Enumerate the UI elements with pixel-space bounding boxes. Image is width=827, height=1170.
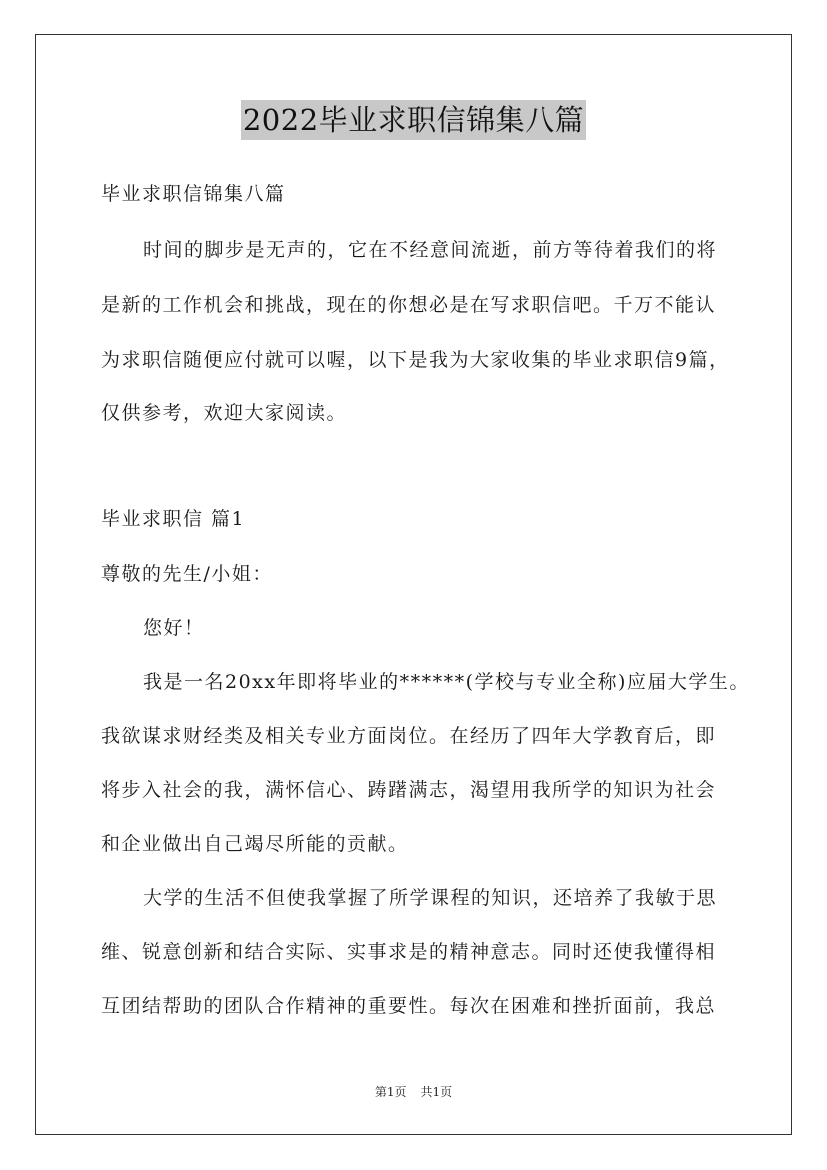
- paragraph-line: 和企业做出自己竭尽所能的贡献。: [101, 833, 409, 855]
- intro-line: 时间的脚步是无声的，它在不经意间流逝，前方等待着我们的将: [143, 239, 718, 261]
- intro-line: 仅供参考，欢迎大家阅读。: [101, 402, 348, 424]
- paragraph-line: 我欲谋求财经类及相关专业方面岗位。在经历了四年大学教育后，即: [101, 725, 717, 747]
- paragraph-line: 互团结帮助的团队合作精神的重要性。每次在困难和挫折面前，我总: [101, 995, 717, 1017]
- page-number: 第1页: [374, 1085, 407, 1099]
- salutation: 尊敬的先生/小姐：: [101, 563, 273, 585]
- document-subtitle: 毕业求职信锦集八篇: [101, 183, 286, 205]
- intro-line: 为求职信随便应付就可以喔，以下是我为大家收集的毕业求职信9篇，: [101, 349, 730, 371]
- page-total: 共1页: [420, 1085, 453, 1099]
- document-title: 2022毕业求职信锦集八篇: [241, 100, 586, 140]
- paragraph-line: 我是一名20xx年即将毕业的******(学校与专业全称)应届大学生。: [143, 671, 750, 693]
- intro-line: 是新的工作机会和挑战，现在的你想必是在写求职信吧。千万不能认: [101, 294, 717, 316]
- section-heading: 毕业求职信 篇1: [101, 508, 246, 530]
- paragraph-line: 维、锐意创新和结合实际、实事求是的精神意志。同时还使我懂得相: [101, 941, 717, 963]
- greeting: 您好！: [143, 617, 205, 639]
- title-container: [0, 100, 827, 140]
- paragraph-line: 将步入社会的我，满怀信心、踌躇满志，渴望用我所学的知识为社会: [101, 779, 717, 801]
- paragraph-line: 大学的生活不但使我掌握了所学课程的知识，还培养了我敏于思: [143, 887, 718, 909]
- page-footer: [0, 1084, 827, 1100]
